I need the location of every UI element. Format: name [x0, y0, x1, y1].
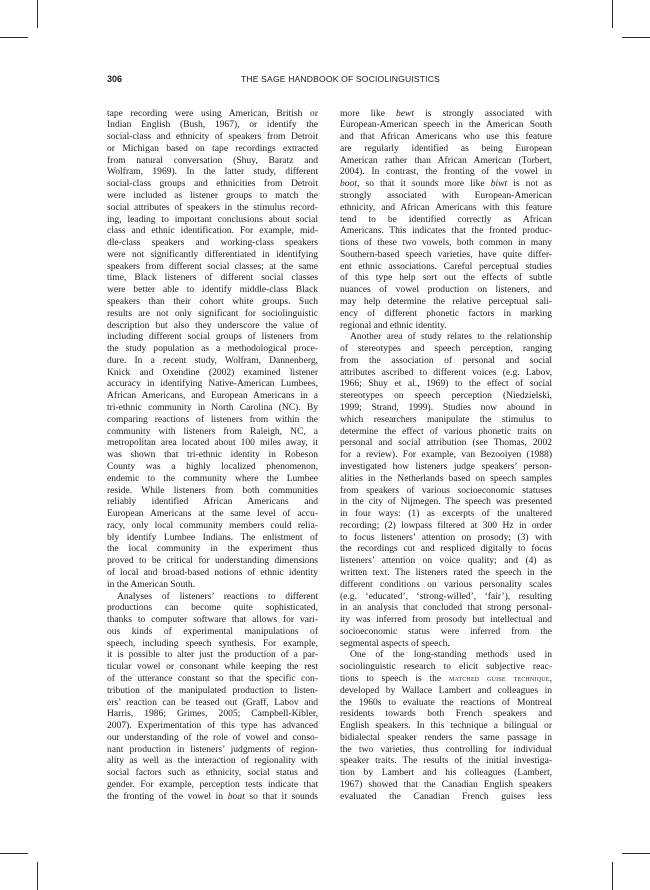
line-text: investigated how listeners judge speakers’ person-: [340, 460, 552, 472]
line-text: Harris, 1986; Grimes, 2005; Campbell-Kibler,: [107, 708, 318, 720]
line-text: the local community in the experiment thus: [107, 543, 318, 555]
text-line: [107, 331, 318, 343]
line-text: ,: [549, 673, 552, 684]
line-text: and that African Americans who use this feature: [340, 131, 552, 143]
text-line: [107, 378, 318, 390]
text-line: [107, 143, 318, 155]
right-column: [340, 108, 552, 803]
text-line: [107, 532, 318, 544]
text-line: [340, 685, 552, 697]
text-line: [107, 614, 318, 626]
text-line: [340, 272, 552, 284]
text-line: [340, 602, 552, 614]
line-text: tribution of the manipulated production to listen-: [107, 684, 318, 696]
running-head: THE SAGE HANDBOOK OF SOCIOLINGUISTICS: [241, 74, 440, 84]
text-line: [107, 402, 318, 414]
line-text: is not as: [513, 178, 552, 190]
text-line: [340, 496, 552, 508]
text-line: [107, 508, 318, 520]
line-text: ent ethnic associations. Careful perceptual studies: [340, 260, 552, 272]
text-line: [107, 685, 318, 697]
line-text: description but also they underscore the value of: [107, 319, 318, 331]
text-line: [340, 661, 552, 673]
line-text: which researchers manipulate the stimulus to: [340, 413, 552, 425]
text-line: [340, 626, 552, 638]
text-line: [107, 579, 318, 591]
left-column: [107, 108, 318, 803]
text-line: [340, 449, 552, 461]
line-text: it is possible to alter just the production of a par-: [107, 649, 318, 661]
line-text: reside. While listeners from both communities: [107, 484, 318, 496]
text-line: [107, 661, 318, 673]
text-line: [340, 755, 552, 767]
line-text: 1999; Strand, 1999). Studies now abound in: [340, 402, 552, 414]
text-line: [340, 343, 552, 355]
line-text: accuracy in identifying Native-American Lumbees,: [107, 378, 318, 390]
text-line: [107, 437, 318, 449]
line-text: written text. The listeners rated the speech in the: [340, 566, 552, 578]
line-text: proved to be critical for understanding dimensions: [107, 555, 318, 567]
text-line: [107, 461, 318, 473]
line-text: reliably identified African Americans and: [107, 496, 318, 508]
line-text: of stereotypes and speech perception, ranging: [340, 343, 552, 355]
line-text: dle-class speakers and working-class speakers: [107, 237, 318, 249]
text-line: [340, 155, 552, 167]
text-line: [340, 202, 552, 214]
text-line: [340, 673, 552, 685]
text-line: [340, 532, 552, 544]
text-line: [340, 284, 552, 296]
text-line: [107, 296, 318, 308]
line-text: in the city of Nijmegen. The speech was presented: [340, 496, 552, 508]
text-line: [107, 178, 318, 190]
line-text: 1967) showed that the Canadian English speakers: [340, 779, 552, 791]
line-text: may help determine the relative perceptual sali-: [340, 296, 552, 307]
text-line: [340, 591, 552, 603]
italic-term: boat: [227, 790, 245, 802]
text-line: [340, 237, 552, 249]
line-text: thanks to computer software that allows for vari-: [107, 614, 318, 626]
italic-term: boot: [340, 178, 357, 190]
italic-term: biwt: [490, 178, 508, 190]
text-line: [107, 555, 318, 567]
text-line: [107, 155, 318, 167]
line-text: Wolfram, 1969). In the latter study, different: [107, 166, 318, 178]
text-line: [340, 225, 552, 237]
line-text: were better able to identify middle-class Black: [107, 284, 318, 296]
line-text: results are not only significant for sociolinguistic: [107, 307, 318, 319]
text-line: [107, 225, 318, 237]
text-line: [340, 638, 552, 650]
text-line: [107, 272, 318, 284]
line-text: ticular vowel or consonant while keeping the rest: [107, 661, 318, 673]
text-line: [107, 697, 318, 709]
text-line: [107, 390, 318, 402]
line-text: evaluated the Canadian French guises less: [340, 790, 552, 802]
text-line: [340, 579, 552, 591]
line-text: in an analysis that concluded that strong personal-: [340, 602, 552, 614]
text-line: [107, 237, 318, 249]
line-text: are regularly identified as being European: [340, 142, 552, 154]
text-line: [107, 284, 318, 296]
line-text: attributes ascribed to different voices (e.g. Labov,: [340, 366, 552, 378]
line-text: ethnicity, and African Americans with this feature: [340, 201, 552, 213]
line-text: was shown that tri-ethnic identity in Robeson: [107, 449, 318, 461]
line-text: residents towards both French speakers and: [340, 708, 552, 720]
line-text: were included as listener groups to match the: [107, 189, 318, 201]
text-line: [107, 202, 318, 214]
text-line: [107, 602, 318, 614]
text-line: [107, 755, 318, 767]
text-line: [340, 543, 552, 555]
line-text: stereotypes on speech perception (Niedzielski,: [340, 390, 552, 402]
line-text: African Americans, and European Americans in a: [107, 390, 318, 402]
line-text: American rather than African American (Torbert,: [340, 154, 552, 166]
text-line: [107, 249, 318, 261]
text-line: [107, 449, 318, 461]
crop-mark-bottom-left-h: [0, 853, 28, 854]
text-line: [340, 178, 552, 190]
text-line: [340, 190, 552, 202]
line-text: were not significantly differentiated in identifying: [107, 248, 318, 260]
italic-term: bewt: [396, 107, 415, 119]
line-text: determine the effect of various phonetic traits on: [340, 425, 552, 437]
text-line: [107, 720, 318, 732]
line-text: the study population as a methodological proce-: [107, 343, 318, 355]
line-text: tion by Lambert and his colleagues (Lambert,: [340, 767, 552, 779]
text-line: [340, 744, 552, 756]
text-line: [340, 143, 552, 155]
line-text: the recordings cut and respliced digitally to focus: [340, 543, 552, 555]
text-line: [340, 697, 552, 709]
line-text: socioeconomic status were inferred from the: [340, 625, 552, 637]
text-line: [340, 214, 552, 226]
line-text: Another area of study relates to the relationship: [350, 331, 552, 343]
line-text: Analyses of listeners’ reactions to different: [117, 590, 318, 602]
text-line: [340, 367, 552, 379]
text-line: [340, 708, 552, 720]
line-text: racy, only local community members could relia-: [107, 519, 318, 531]
text-line: [107, 638, 318, 650]
line-text: sociolinguistic research to elicit subjective reac-: [340, 661, 552, 673]
page-header: [107, 74, 551, 88]
line-text: ency of different phonetic factors in marking: [340, 307, 552, 319]
text-line: [340, 508, 552, 520]
line-text: English speakers. In this technique a bilingual or: [340, 720, 552, 732]
line-text: ality as well as the interaction of regionality with: [107, 755, 318, 767]
line-text: County was a highly localized phenomenon,: [107, 460, 318, 472]
text-line: [107, 767, 318, 779]
text-line: [340, 473, 552, 485]
line-text: tri-ethnic community in North Carolina (NC). By: [107, 402, 318, 414]
text-line: [107, 791, 318, 803]
line-text: tape recording were using American, British or: [107, 107, 318, 119]
line-text: or Michigan based on tape recordings extracted: [107, 142, 318, 154]
text-line: [340, 131, 552, 143]
line-text: to focus listeners’ attention on prosody; (3) with: [340, 531, 552, 543]
line-text: European Americans at the same level of accu-: [107, 508, 318, 520]
line-text: Knick and Oxendine (2002) examined listener: [107, 366, 318, 378]
text-line: [340, 166, 552, 178]
line-text: (e.g. ‘educated’, ‘strong-willed’, ‘fair’), resulting: [340, 590, 552, 602]
crop-mark-bottom-right: [612, 862, 613, 890]
text-line: [340, 261, 552, 273]
text-line: [107, 426, 318, 438]
text-line: [107, 591, 318, 603]
text-line: [340, 402, 552, 414]
line-text: speakers from different social classes; at the same: [107, 260, 318, 272]
crop-mark-top-right: [612, 0, 613, 28]
line-text: in four ways: (1) as excerpts of the unaltered: [340, 508, 552, 520]
line-text: tend to be identified correctly as African: [340, 213, 552, 225]
line-text: social attributes of speakers in the stimulus record-: [107, 201, 318, 213]
text-line: [107, 626, 318, 638]
text-line: [340, 767, 552, 779]
text-line: [107, 673, 318, 685]
crop-mark-top-left-h: [0, 37, 28, 38]
line-text: productions can become quite sophisticated,: [107, 602, 318, 614]
crop-mark-bottom-left: [37, 862, 38, 890]
line-text: from natural conversation (Shuy, Baratz and: [107, 154, 318, 166]
text-line: [340, 437, 552, 449]
line-text: tions to speech is the: [340, 673, 442, 684]
text-line: [340, 308, 552, 320]
line-text: for a review). For example, van Bezooiyen (1988): [340, 449, 552, 461]
text-line: [340, 426, 552, 438]
text-line: [340, 461, 552, 473]
text-line: [107, 649, 318, 661]
text-line: [107, 708, 318, 720]
line-text: personal and social attribution (see Thomas, 2002: [340, 437, 552, 449]
text-line: [340, 485, 552, 497]
line-text: European-American speech in the American South: [340, 119, 552, 131]
text-line: [340, 649, 552, 661]
text-line: [340, 614, 552, 626]
line-text: ity was inferred from prosody but intellectual and: [340, 614, 552, 626]
line-text: so that it sounds: [249, 790, 318, 802]
line-text: 1966; Shuy et al., 1969) to the effect of social: [340, 378, 552, 390]
text-line: [340, 779, 552, 791]
text-line: [340, 414, 552, 426]
text-line: [340, 320, 552, 332]
line-text: segmental aspects of speech.: [340, 637, 450, 649]
line-text: of local and broad-based notions of ethnic identity: [107, 566, 318, 578]
line-text: strongly associated with European-American: [340, 189, 552, 201]
text-line: [107, 166, 318, 178]
text-line: [107, 567, 318, 579]
line-text: social-class and ethnicity of speakers from Detroit: [107, 131, 318, 143]
line-text: of the utterance constant so that the specific con-: [107, 673, 318, 684]
text-line: [340, 108, 552, 120]
line-text: developed by Wallace Lambert and colleagues in: [340, 684, 552, 696]
line-text: nant production in listeners’ judgments of region-: [107, 743, 318, 755]
text-line: [107, 732, 318, 744]
line-text: is strongly associated with: [425, 107, 552, 119]
text-line: [340, 249, 552, 261]
crop-mark-bottom-right-h: [622, 853, 650, 854]
text-line: [107, 543, 318, 555]
line-text: Indian English (Bush, 1967), or identify the: [107, 119, 318, 131]
line-text: including different social groups of listeners from: [107, 331, 318, 343]
page-number: 306: [107, 74, 123, 84]
line-text: the 1960s to evaluate the reactions of Montreal: [340, 696, 552, 708]
line-text: dure. In a recent study, Wolfram, Dannenberg,: [107, 354, 318, 366]
text-line: [340, 296, 552, 308]
text-line: [107, 485, 318, 497]
text-line: [340, 791, 552, 803]
line-text: recording; (2) lowpass filtered at 300 Hz in order: [340, 519, 552, 531]
line-text: tions of these two vowels, both common in many: [340, 237, 552, 249]
text-line: [107, 367, 318, 379]
text-line: [340, 567, 552, 579]
line-text: ous kinds of experimental manipulations of: [107, 625, 318, 637]
crop-mark-top-right-h: [622, 37, 650, 38]
line-text: our understanding of the role of vowel and conso-: [107, 731, 318, 743]
line-text: listeners’ attention on voice quality; and (4) as: [340, 555, 552, 567]
text-line: [107, 131, 318, 143]
line-text: speaker traits. The results of the initial investiga-: [340, 755, 552, 767]
text-line: [107, 320, 318, 332]
line-text: community with listeners from Raleigh, NC, a: [107, 425, 318, 437]
line-text: time, Black listeners of different social classes: [107, 272, 318, 284]
line-text: social factors such as ethnicity, social status and: [107, 767, 318, 779]
text-line: [107, 496, 318, 508]
line-text: ing, leading to important conclusions about social: [107, 213, 318, 225]
text-line: [107, 214, 318, 226]
text-line: [107, 119, 318, 131]
text-line: [340, 355, 552, 367]
text-line: [340, 555, 552, 567]
line-text: speech, including speech synthesis. For example,: [107, 637, 318, 649]
line-text: social-class groups and ethnicities from Detroit: [107, 178, 318, 190]
line-text: Southern-based speech varieties, have quite differ-: [340, 248, 552, 260]
text-line: [340, 119, 552, 131]
line-text: in the American South.: [107, 578, 196, 590]
text-line: [340, 378, 552, 390]
small-caps-term: matched guise technique: [448, 673, 550, 683]
line-text: of this type help sort out the effects of subtle: [340, 272, 552, 284]
line-text: bly identify Lumbee Indians. The enlistment of: [107, 531, 318, 543]
line-text: 2004). In contrast, the fronting of the vowel in: [340, 166, 552, 178]
text-line: [107, 343, 318, 355]
line-text: from speakers of various socioeconomic statuses: [340, 484, 552, 496]
text-line: [107, 308, 318, 320]
line-text: from the association of personal and social: [340, 354, 552, 366]
line-text: class and ethnic identification. For example, mid-: [107, 225, 318, 237]
line-text: regional and ethnic identity.: [340, 319, 447, 331]
text-line: [107, 414, 318, 426]
line-text: alities in the Netherlands based on speech samples: [340, 472, 552, 484]
line-text: ers’ reaction can be teased out (Graff, Labov and: [107, 696, 318, 708]
text-line: [107, 473, 318, 485]
line-text: 2007). Experimentation of this type has advanced: [107, 720, 318, 732]
line-text: the fronting of the vowel in: [107, 790, 224, 802]
crop-mark-top-left: [37, 0, 38, 28]
text-line: [107, 261, 318, 273]
line-text: One of the long-standing methods used in: [350, 649, 552, 661]
line-text: bidialectal speaker renders the same passage in: [340, 731, 552, 743]
line-text: the two varieties, thus controlling for individual: [340, 743, 552, 755]
line-text: gender. For example, perception tests indicate that: [107, 779, 318, 791]
line-text: metropolitan area located about 100 miles away, it: [107, 437, 318, 449]
text-line: [107, 520, 318, 532]
text-line: [107, 355, 318, 367]
text-line: [107, 744, 318, 756]
line-text: more like: [340, 107, 385, 119]
text-line: [107, 108, 318, 120]
line-text: comparing reactions of listeners from within the: [107, 413, 318, 425]
text-line: [340, 331, 552, 343]
line-text: speakers than their cohort white groups. Such: [107, 296, 318, 307]
line-text: endemic to the community where the Lumbee: [107, 472, 318, 484]
line-text: Americans. This indicates that the fronted produc-: [340, 225, 552, 237]
text-line: [340, 390, 552, 402]
text-line: [107, 779, 318, 791]
line-text: different conditions on various personality scales: [340, 578, 552, 590]
text-line: [340, 720, 552, 732]
text-line: [340, 520, 552, 532]
text-line: [107, 190, 318, 202]
line-text: , so that it sounds more like: [356, 178, 485, 190]
line-text: nuances of vowel production on listeners, and: [340, 284, 552, 296]
text-line: [340, 732, 552, 744]
